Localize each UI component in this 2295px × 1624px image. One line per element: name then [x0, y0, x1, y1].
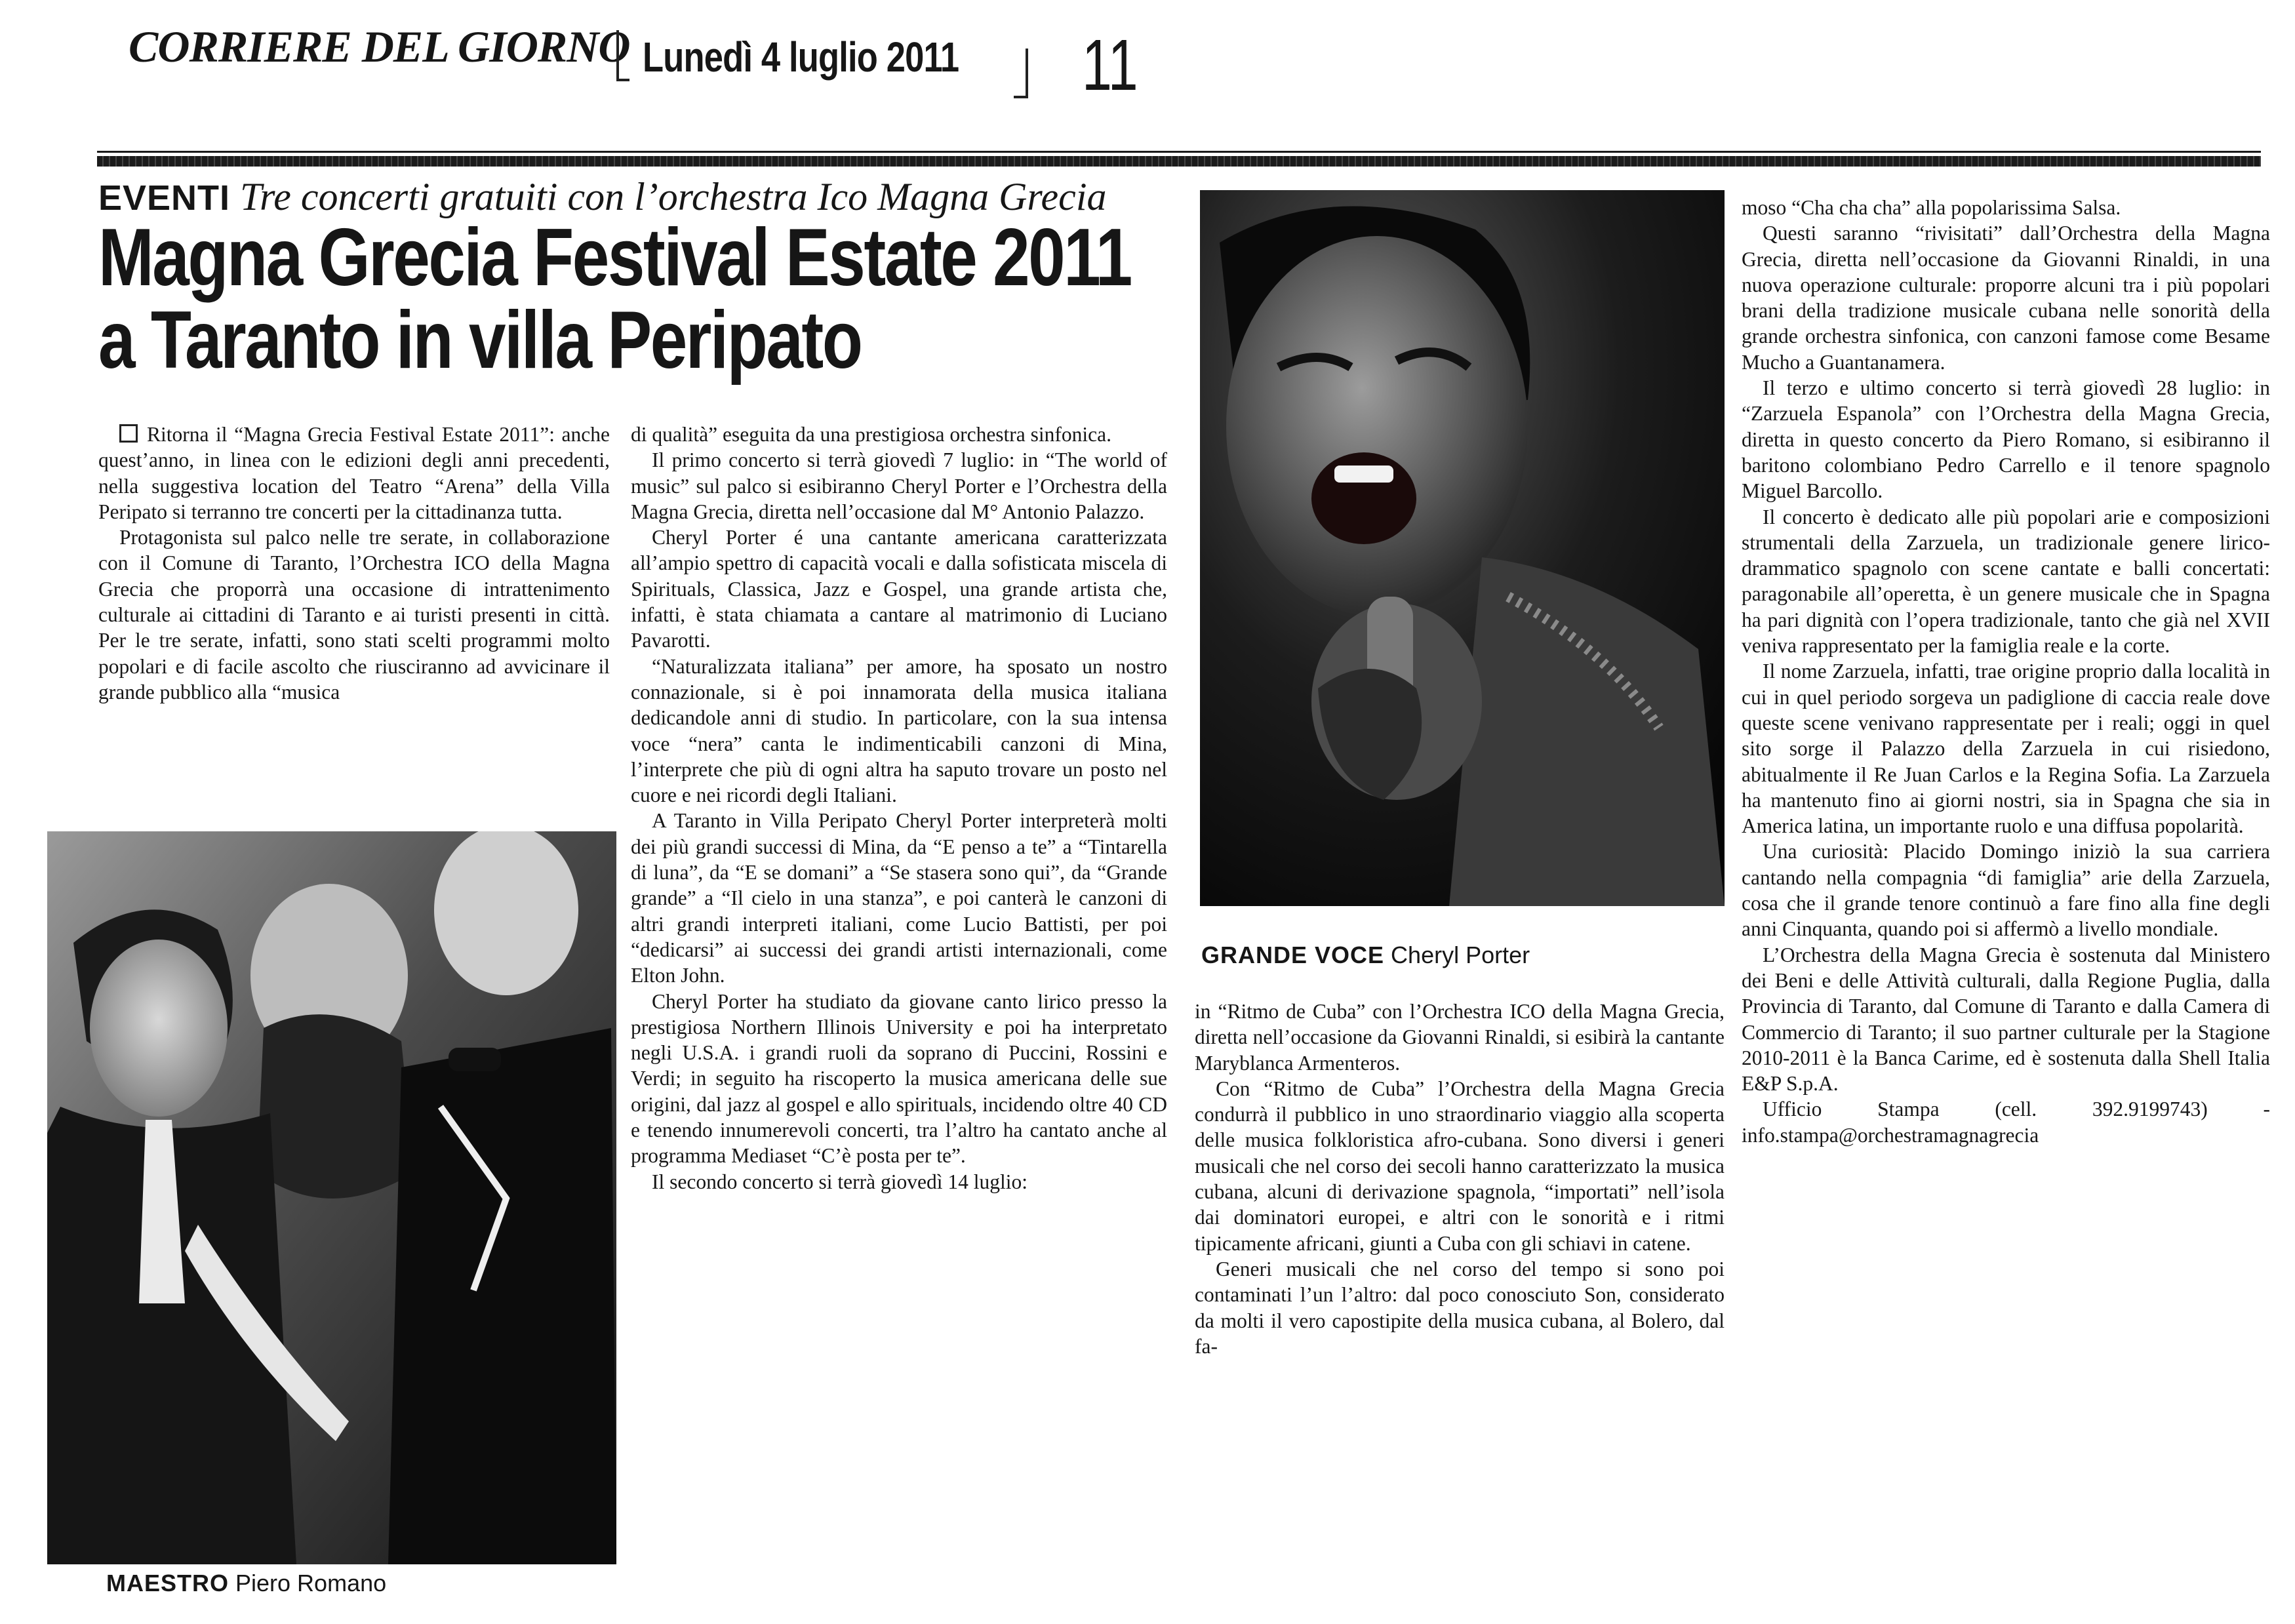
- paragraph: Con “Ritmo de Cuba” l’Orchestra della Magna Grecia condurrà il pubblico in uno straordinario viaggio alla scoperta delle musica folkloristica afro-cubana. Sono diversi i generi musicali che nel corso dei secoli hanno caratterizzato la musica cubana, alcuni di derivazione spagnola, “importati” nell’isola dai dominatori europei, e altri con le sonorità e i ritmi tipicamente africani, giunti a Cuba con gli schiavi in catene.: [1195, 1077, 1725, 1255]
- issue-date: Lunedì 4 luglio 2011: [643, 33, 959, 81]
- paragraph-marker-icon: [119, 424, 138, 443]
- caption-label: GRANDE VOCE: [1201, 941, 1385, 968]
- article-column-2: [631, 422, 1167, 1195]
- paragraph: Il nome Zarzuela, infatti, trae origine proprio dalla località in cui in quel periodo sorgeva un padiglione di caccia reale dove queste scene venivano rappresentate per i reali; oggi in quel sito sorge il Palazzo della Zarzuela in cui risiedono, abitualmente il Re Juan Carlos e la Regina Sofia. La Zarzuela ha mantenuto fino ai giorni nostri, sia in Spagna che sia in America latina, un importante ruolo e una diffusa popolarità.: [1742, 660, 2270, 838]
- article-column-3: [1195, 999, 1725, 1359]
- paragraph: “Naturalizzata italiana” per amore, ha sposato un nostro connazionale, si è poi innamorata della musica italiana dedicandole anni di studio. In particolare, con la sua intensa voce “nera” canta le indimenticabili canzoni di Mina, l’interprete che più di ogni altra ha saputo trovare un posto nel cuore e nei ricordi degli Italiani.: [631, 654, 1167, 807]
- press-office-contact: Ufficio Stampa (cell. 392.9199743) - info.stampa@orchestramagnagrecia: [1742, 1098, 2270, 1147]
- caption-name: Cheryl Porter: [1391, 941, 1530, 968]
- masthead-divider-thin: [97, 151, 2261, 153]
- date-bracket-left: [616, 30, 629, 81]
- headline-line-2: a Taranto in villa Peripato: [98, 295, 862, 386]
- paragraph: moso “Cha cha cha” alla popolarissima Salsa.: [1742, 196, 2121, 219]
- article-column-4: [1742, 195, 2270, 1148]
- paragraph: Cheryl Porter ha studiato da giovane canto lirico presso la prestigiosa Northern Illinois University e poi ha interpretato negli U.S.A. i grandi ruoli da soprano di Puccini, Rossini e Verdi; in seguito ha riscoperto la musica americana delle sue origini, dal jazz al gospel e allo spirituals, incidendo oltre 40 CD e tenendo innumerevoli concerti, tra l’altro ha cantato anche al programma Mediaset “C’è posta per te”.: [631, 989, 1167, 1168]
- section-tag: EVENTI: [98, 178, 231, 218]
- page-number: 11: [1082, 25, 1138, 106]
- paragraph-text: Ritorna il “Magna Grecia Festival Estate 2011”: anche quest’anno, in linea con le edizioni degli anni precedenti, nella suggestiva location del Teatro “Arena” della Villa Peripato si terranno tre concerti per la cittadinanza tutta.: [98, 423, 610, 523]
- article-headline: [98, 212, 1131, 386]
- paragraph: Generi musicali che nel corso del tempo si sono poi contaminati l’un l’altro: dal poco conosciuto Son, considerato da molti il vero capostipite della musica cubana, al Bolero, dal fa-: [1195, 1257, 1725, 1358]
- paragraph: Il primo concerto si terrà giovedì 7 luglio: in “The world of music” sul palco si esibiranno Cheryl Porter e l’Orchestra della Magna Grecia, diretta nell’occasione dal M° Antonio Palazzo.: [631, 448, 1167, 523]
- singer-photo-image: [1200, 190, 1725, 906]
- newspaper-name: CORRIERE DEL GIORNO: [129, 22, 630, 71]
- article-column-1: [98, 422, 610, 705]
- paragraph: in “Ritmo de Cuba” con l’Orchestra ICO della Magna Grecia, diretta nell’occasione da Giovanni Rinaldi, si esibirà la cantante Maryblanca Armenteros.: [1195, 1000, 1725, 1075]
- paragraph: Il secondo concerto si terrà giovedì 14 luglio:: [652, 1170, 1028, 1193]
- photo-singer: [1200, 190, 1725, 906]
- kicker-subtitle: Tre concerti gratuiti con l’orchestra Ico Magna Grecia: [240, 175, 1107, 218]
- caption-conductor: [106, 1570, 386, 1597]
- masthead-divider-thick: [97, 156, 2261, 167]
- headline-line-1: Magna Grecia Festival Estate 2011: [98, 212, 1131, 303]
- paragraph: Il terzo e ultimo concerto si terrà giovedì 28 luglio: in “Zarzuela Espanola” con l’Orchestra della Magna Grecia, diretta in questo concerto da Piero Romano, si esibiranno il baritono colombiano Pedro Carrello e il tenore spagnolo Miguel Barcollo.: [1742, 376, 2270, 503]
- paragraph: Protagonista sul palco nelle tre serate, in collaborazione con il Comune di Taranto, l’Orchestra ICO della Magna Grecia che proporrà una occasione di intrattenimento culturale ai cittadini di Taranto e ai turisti presenti in città. Per le tre serate, infatti, sono stati scelti programmi molto popolari e di facile ascolto che riusciranno ad avvicinare il grande pubblico alla “musica: [98, 526, 610, 703]
- paragraph: di qualità” eseguita da una prestigiosa orchestra sinfonica.: [631, 423, 1111, 446]
- date-bracket-right: [1014, 49, 1028, 98]
- paragraph: Il concerto è dedicato alle più popolari arie e composizioni strumentali della Zarzuela, un tradizionale genere lirico-drammatico spagnolo con scene cantate e balli concertati: paragonabile all’operetta, è un genere musicale che in Spagna ha pari dignità con l’opera tradizionale, tanto che già nel XVII veniva rappresentato per la famiglia reale e la corte.: [1742, 505, 2270, 658]
- conductor-photo-image: [47, 831, 616, 1564]
- photo-conductor: [47, 831, 616, 1564]
- paragraph: L’Orchestra della Magna Grecia è sostenuta dal Ministero dei Beni e delle Attività culturali, dalla Regione Puglia, dalla Provincia di Taranto, dal Comune di Taranto e dalla Camera di Commercio di Taranto; il suo partner culturale per la Stagione 2010-2011 è la Banca Carime, ed è sostenuta dalla Shell Italia E&P S.p.A.: [1742, 943, 2270, 1096]
- paragraph: Questi saranno “rivisitati” dall’Orchestra della Magna Grecia, diretta nell’occasione da Giovanni Rinaldi, in una nuova operazione culturale: proporre alcuni tra i più popolari brani della tradizione musicale cubana nelle sonorità della grande orchestra sinfonica, con canzoni famose come Besame Mucho a Guantanamera.: [1742, 222, 2270, 374]
- caption-name: Piero Romano: [235, 1570, 387, 1596]
- caption-label: MAESTRO: [106, 1570, 229, 1596]
- paragraph: [98, 422, 610, 525]
- paragraph: Cheryl Porter é una cantante americana caratterizzata all’ampio spettro di capacità vocali e dalla sofisticata miscela di Spirituals, Classica, Jazz e Gospel, una grande artista che, infatti, è stata chiamata a cantare al matrimonio di Luciano Pavarotti.: [631, 526, 1167, 652]
- paragraph: A Taranto in Villa Peripato Cheryl Porter interpreterà molti dei più grandi successi di Mina, da “E penso a te” a “Tintarella di luna”, da “E se domani” a “Se stasera sono qui”, da “Grande grande” a “Il cielo in una stanza”, e poi canterà le canzoni di altri grandi interpreti italiani, come Lucio Battisti, per poi “dedicarsi” ai successi dei grandi artisti internazionali, come Elton John.: [631, 809, 1167, 987]
- paragraph: Una curiosità: Placido Domingo iniziò la sua carriera cantando nella compagnia “di famiglia” arie della Zarzuela, cosa che il grande tenore continuò a fare fino alla fine degli anni Cinquanta, quando poi si affermò a livello mondiale.: [1742, 840, 2270, 941]
- caption-singer: [1201, 941, 1530, 969]
